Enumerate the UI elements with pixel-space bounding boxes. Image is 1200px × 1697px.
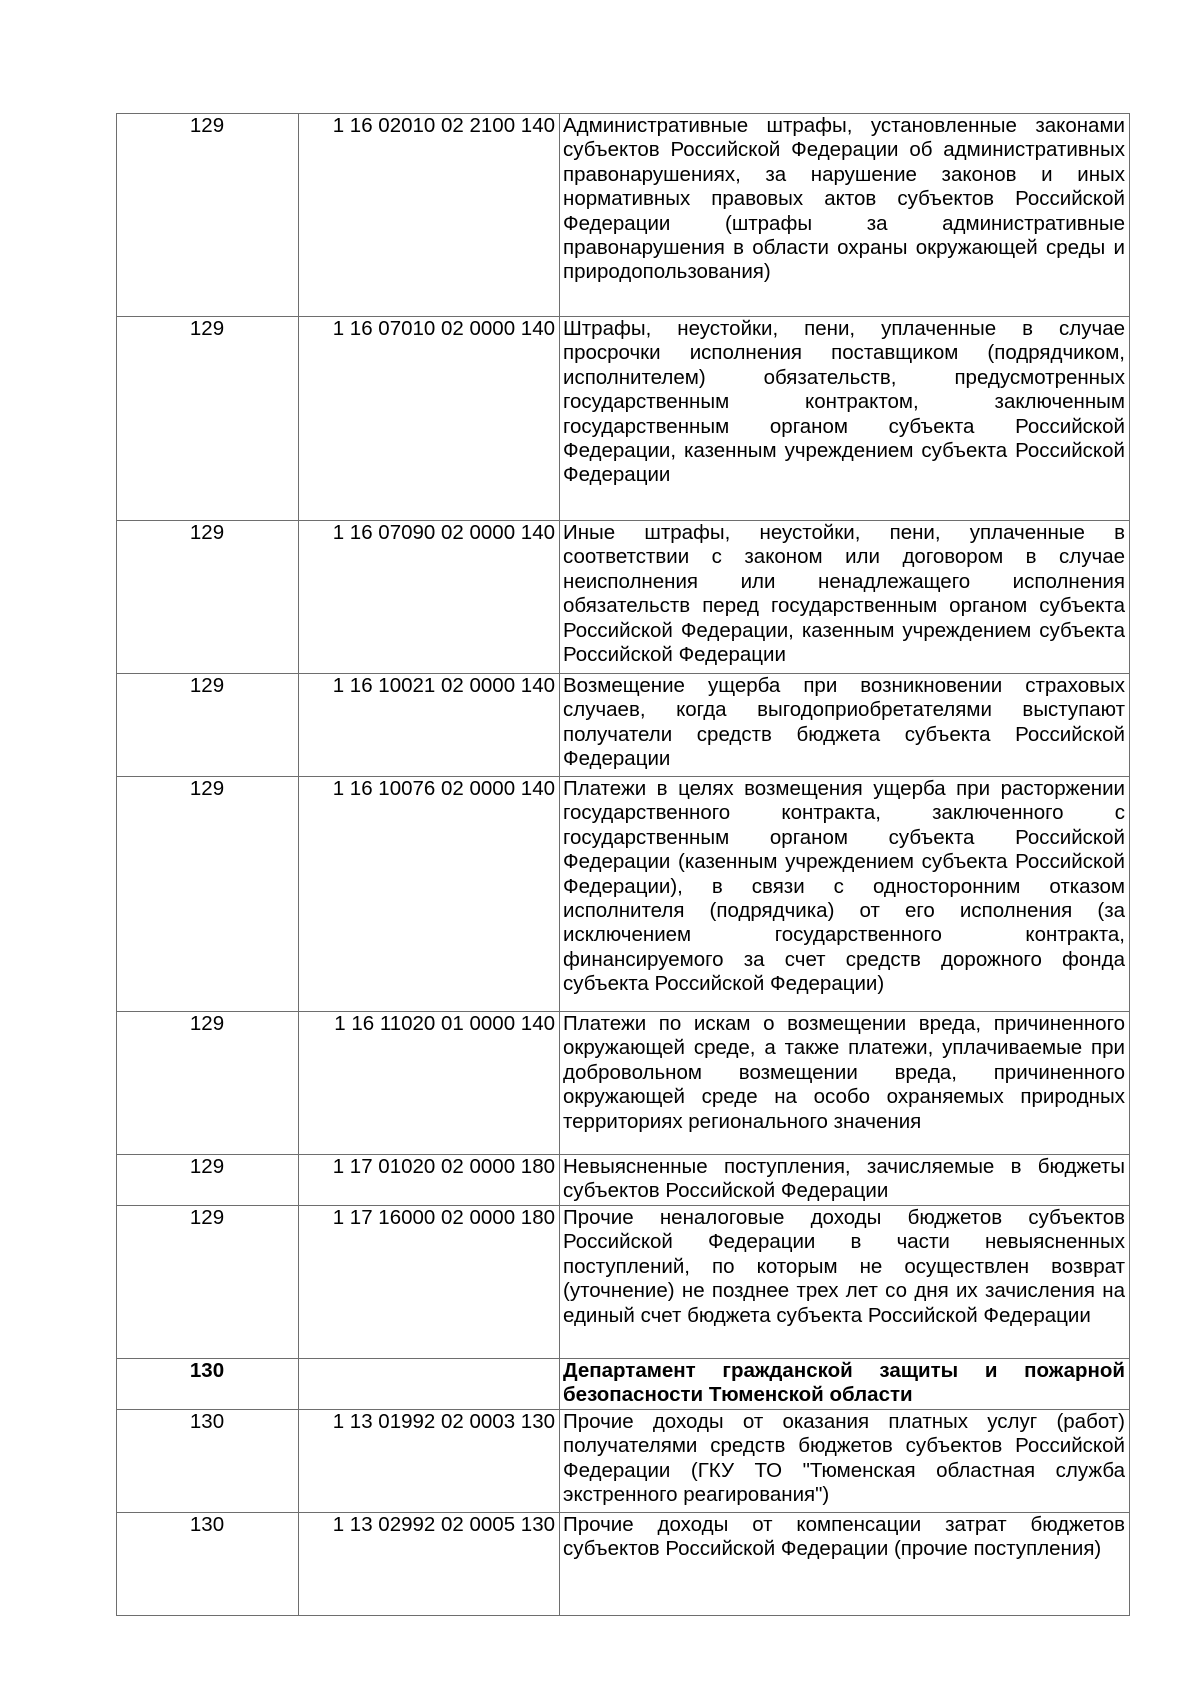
table-row-department-heading — [117, 1359, 1130, 1410]
budget-classification-code-cell: 1 16 07010 02 0000 140 — [299, 317, 560, 521]
table-row — [117, 1155, 1130, 1206]
table-row — [117, 1012, 1130, 1155]
table-row — [117, 1410, 1130, 1513]
revenue-description-cell: Платежи по искам о возмещении вреда, причиненного окружающей среде, а также платежи, уплачиваемые при добровольном возмещении вреда, причиненного окружающей среде на особо охраняемых природных территориях регионального значения — [560, 1012, 1130, 1155]
budget-classification-code-cell: 1 16 11020 01 0000 140 — [299, 1012, 560, 1155]
revenue-description-cell: Невыясненные поступления, зачисляемые в бюджеты субъектов Российской Федерации — [560, 1155, 1130, 1206]
revenue-description-cell: Прочие доходы от оказания платных услуг (работ) получателями средств бюджетов субъектов Российской Федерации (ГКУ ТО "Тюменская областная служба экстренного реагирования") — [560, 1410, 1130, 1513]
table-row — [117, 1513, 1130, 1616]
admin-code-cell: 129 — [117, 114, 299, 317]
table-row — [117, 777, 1130, 1012]
admin-code-cell: 129 — [117, 674, 299, 777]
budget-classification-code-cell: 1 16 10021 02 0000 140 — [299, 674, 560, 777]
table-row — [117, 317, 1130, 521]
admin-code-cell: 130 — [117, 1513, 299, 1616]
budget-classification-code-cell: 1 13 01992 02 0003 130 — [299, 1410, 560, 1513]
table-row — [117, 521, 1130, 674]
budget-classification-code-cell: 1 16 07090 02 0000 140 — [299, 521, 560, 674]
admin-code-cell: 129 — [117, 1206, 299, 1359]
revenue-description-cell: Платежи в целях возмещения ущерба при расторжении государственного контракта, заключенного с государственным органом субъекта Российской Федерации (казенным учреждением субъекта Российской Федерации), в связи с односторонним отказом исполнителя (подрядчика) от его исполнения (за исключением государственного контракта, финансируемого за счет средств дорожного фонда субъекта Российской Федерации) — [560, 777, 1130, 1012]
admin-code-cell: 130 — [117, 1359, 299, 1410]
admin-code-cell: 129 — [117, 1012, 299, 1155]
revenue-description-cell: Штрафы, неустойки, пени, уплаченные в случае просрочки исполнения поставщиком (подрядчиком, исполнителем) обязательств, предусмотренных государственным контрактом, заключенным государственным органом субъекта Российской Федерации, казенным учреждением субъекта Российской Федерации — [560, 317, 1130, 521]
budget-classification-code-cell: 1 16 02010 02 2100 140 — [299, 114, 560, 317]
budget-classification-code-cell: 1 17 01020 02 0000 180 — [299, 1155, 560, 1206]
revenue-description-cell: Иные штрафы, неустойки, пени, уплаченные в соответствии с законом или договором в случае неисполнения или ненадлежащего исполнения обязательств перед государственным органом субъекта Российской Федерации, казенным учреждением субъекта Российской Федерации — [560, 521, 1130, 674]
admin-code-cell: 129 — [117, 1155, 299, 1206]
revenue-description-cell: Прочие доходы от компенсации затрат бюджетов субъектов Российской Федерации (прочие поступления) — [560, 1513, 1130, 1616]
budget-classification-code-cell — [299, 1359, 560, 1410]
admin-code-cell: 129 — [117, 521, 299, 674]
admin-code-cell: 130 — [117, 1410, 299, 1513]
table-row — [117, 114, 1130, 317]
admin-code-cell: 129 — [117, 317, 299, 521]
budget-classification-code-cell: 1 16 10076 02 0000 140 — [299, 777, 560, 1012]
admin-code-cell: 129 — [117, 777, 299, 1012]
revenue-codes-table — [116, 113, 1130, 1616]
table-row — [117, 674, 1130, 777]
budget-classification-code-cell: 1 13 02992 02 0005 130 — [299, 1513, 560, 1616]
budget-classification-code-cell: 1 17 16000 02 0000 180 — [299, 1206, 560, 1359]
department-name-cell: Департамент гражданской защиты и пожарной безопасности Тюменской области — [560, 1359, 1130, 1410]
table-row — [117, 1206, 1130, 1359]
revenue-description-cell: Прочие неналоговые доходы бюджетов субъектов Российской Федерации в части невыясненных поступлений, по которым не осуществлен возврат (уточнение) не позднее трех лет со дня их зачисления на единый счет бюджета субъекта Российской Федерации — [560, 1206, 1130, 1359]
revenue-description-cell: Административные штрафы, установленные законами субъектов Российской Федерации об административных правонарушениях, за нарушение законов и иных нормативных правовых актов субъектов Российской Федерации (штрафы за административные правонарушения в области охраны окружающей среды и природопользования) — [560, 114, 1130, 317]
revenue-description-cell: Возмещение ущерба при возникновении страховых случаев, когда выгодоприобретателями выступают получатели средств бюджета субъекта Российской Федерации — [560, 674, 1130, 777]
